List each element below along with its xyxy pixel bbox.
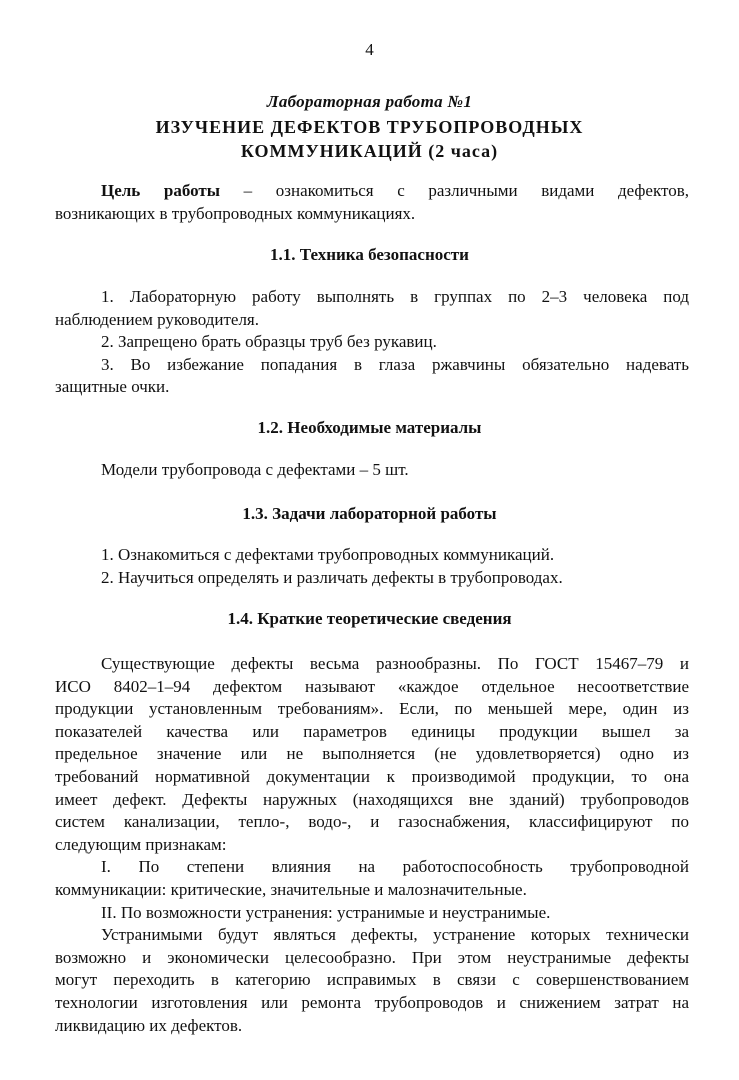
materials-text-block [55, 459, 689, 482]
classification-item: I. По степени влияния на работоспособность трубопроводной [101, 857, 689, 877]
section-heading-tasks: 1.3. Задачи лабораторной работы [242, 504, 497, 523]
theory-line: предельное значение или не выполняется (не удовлетворяется) одно из [55, 744, 689, 764]
theory-line: систем канализации, тепло-, водо-, и газоснабжения, классифицируют по [55, 812, 689, 832]
classification-item: II. По возможности устранения: устранимые и неустранимые. [101, 902, 551, 922]
theory-line: имеет дефект. Дефекты наружных (находящихся вне зданий) трубопроводов [55, 789, 689, 809]
safety-item: наблюдением руководителя. [55, 309, 259, 329]
goal-line [55, 180, 689, 203]
theory-line: Существующие дефекты весьма разнообразны. По ГОСТ 15467–79 и [101, 654, 689, 673]
task-item: 2. Научиться определять и различать дефекты в трубопроводах. [101, 567, 563, 587]
safety-item: 1. Лабораторную работу выполнять в группах по 2–3 человека под [101, 287, 689, 306]
theory-line: ликвидацию их дефектов. [55, 1015, 243, 1035]
goal-paragraph [55, 180, 689, 225]
page-title [0, 115, 739, 163]
goal-line: возникающих в трубопроводных коммуникациях. [55, 203, 416, 223]
theory-line: технологии изготовления или ремонта трубопроводов и снижением затрат на [55, 992, 689, 1012]
section-heading-theory: 1.4. Краткие теоретические сведения [227, 609, 512, 628]
theory-line: возможно и экономически целесообразно. При этом неустранимые дефекты [55, 947, 689, 967]
theory-line: продукции установленным требованиям». Если, по меньшей мере, один из [55, 699, 689, 719]
theory-line: показателей качества или параметров единицы продукции вышел за [55, 721, 689, 741]
goal-label: Цель работы [101, 181, 221, 200]
theory-line: следующим признакам: [55, 834, 227, 854]
task-item: 1. Ознакомиться с дефектами трубопроводных коммуникаций. [101, 545, 555, 564]
page-number: 4 [365, 40, 374, 59]
materials-text: Модели трубопровода с дефектами – 5 шт. [101, 460, 409, 479]
theory-line: могут переходить в категорию исправимых в связи с совершенствованием [55, 970, 689, 990]
title-line: КОММУНИКАЦИЙ (2 часа) [240, 141, 499, 161]
lab-work-label: Лабораторная работа №1 [266, 92, 473, 111]
safety-item: 2. Запрещено брать образцы труб без рукавиц. [101, 332, 437, 352]
classification-item: коммуникации: критические, значительные и малозначительные. [55, 879, 527, 899]
goal-text: – ознакомиться с различными видами дефектов, [220, 181, 689, 200]
safety-list [55, 286, 689, 399]
title-line: ИЗУЧЕНИЕ ДЕФЕКТОВ ТРУБОПРОВОДНЫХ [155, 117, 584, 137]
theory-line: Устранимыми будут являться дефекты, устранение которых технически [101, 925, 689, 945]
theory-line: требований нормативной документации к производимой продукции, то она [55, 766, 689, 786]
section-heading-safety: 1.1. Техника безопасности [270, 245, 469, 264]
safety-item: защитные очки. [55, 377, 170, 397]
tasks-list [55, 544, 689, 589]
section-heading-materials: 1.2. Необходимые материалы [257, 418, 482, 437]
theory-body [55, 653, 689, 1037]
safety-item: 3. Во избежание попадания в глаза ржавчины обязательно надевать [101, 354, 689, 374]
theory-line: ИСО 8402–1–94 дефектом называют «каждое отдельное несоответствие [55, 676, 689, 696]
